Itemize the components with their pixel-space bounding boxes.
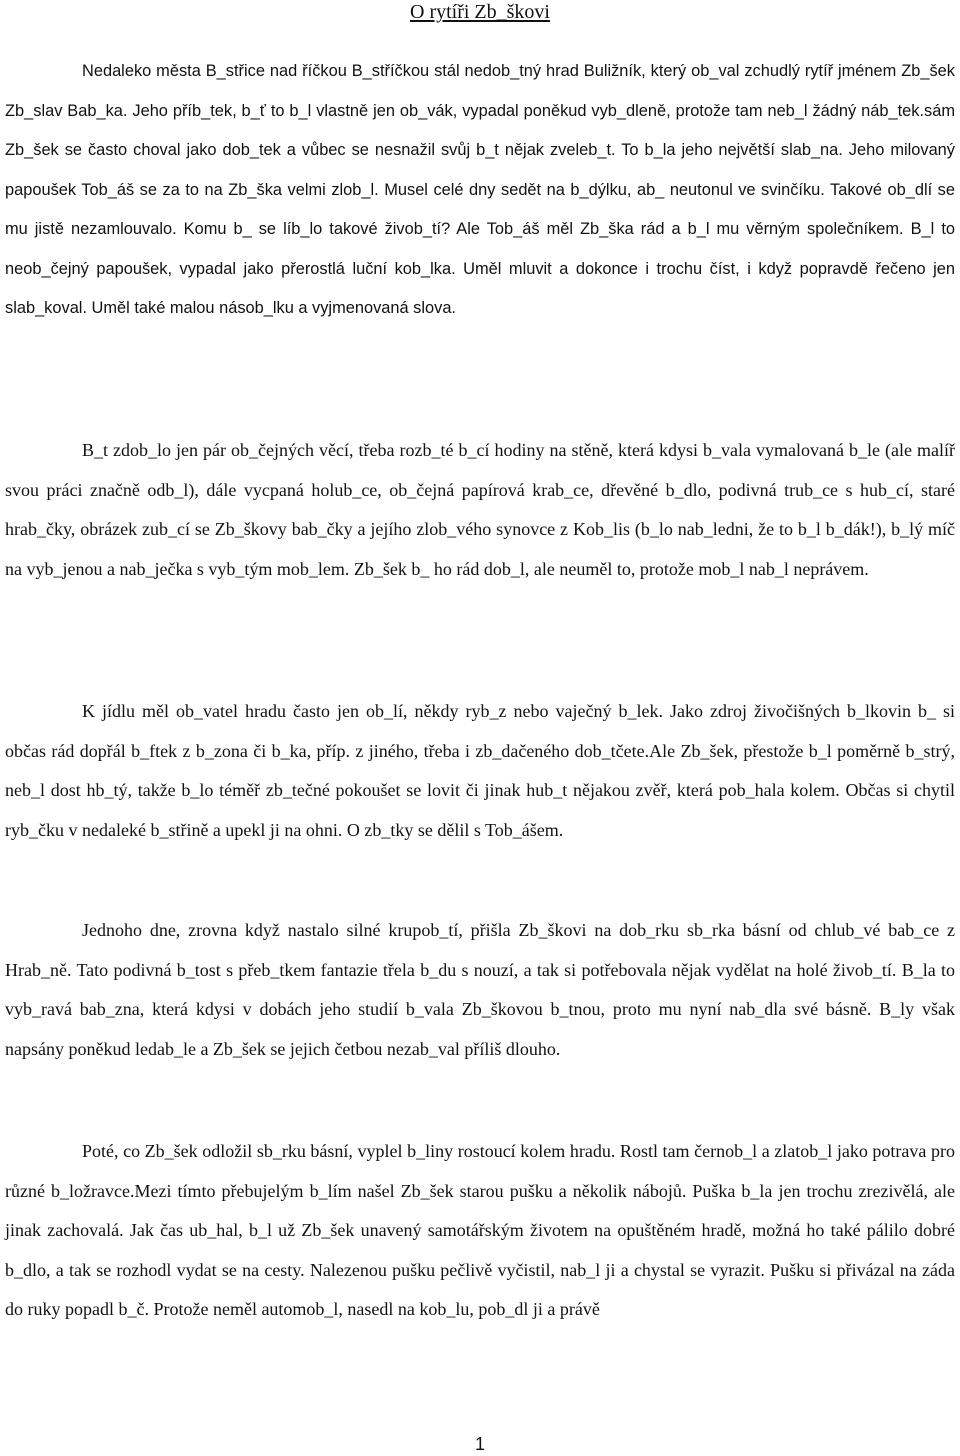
paragraph-2: B_t zdob_lo jen pár ob_čejných věcí, třeba rozb_té b_cí hodiny na stěně, která kdysi b_vala vymalovaná b_le (ale malíř svou práci značně odb_l), dále vycpaná holub_ce, ob_čejná papírová krab_ce, dřevěné b_dlo, podivná trub_ce s hub_cí, staré hrab_čky, obrázek zub_cí se Zb_škovy bab_čky a jejího zlob_vého synovce z Kob_lis (b_lo nab_ledni, že to b_l b_dák!), b_lý míč na vyb_jenou a nab_ječka s vyb_tým mob_lem. Zb_šek b_ ho rád dob_l, ale neuměl to, protože mob_l nab_l neprávem. xyxy=(5,440,955,579)
document-title: O rytíři Zb_škovi xyxy=(410,1,550,23)
paragraph-4: Jednoho dne, zrovna když nastalo silné krupob_tí, přišla Zb_škovi na dob_rku sb_rka básní od chlub_vé bab_ce z Hrab_ně. Tato podivná b_tost s přeb_tkem fantazie třela b_du s nouzí, a tak si potřebovala nějak vydělat na holé živob_tí. B_la to vyb_ravá bab_zna, která kdysi v dobách jeho studií b_vala Zb_škovou b_tnou, proto mu nyní nab_dla své básně. B_ly však napsány poněkud ledab_le a Zb_šek se jejich četbou nezab_val příliš dlouho. xyxy=(5,920,955,1059)
paragraph-5: Poté, co Zb_šek odložil sb_rku básní, vyplel b_liny rostoucí kolem hradu. Rostl tam černob_l a zlatob_l jako potrava pro různé b_ložravce.Mezi tímto přebujelým b_lím našel Zb_šek starou pušku a několik nábojů. Puška b_la jen trochu zrezivělá, ale jinak zachovalá. Jak čas ub_hal, b_l už Zb_šek unavený samotářským životem na opuštěném hradě, možná ho také pálilo dobré b_dlo, a tak se rozhodl vydat se na cesty. Nalezenou pušku pečlivě vyčistil, nab_l ji a chystal se vyrazit. Pušku si přivázal na záda do ruky popadl b_č. Protože neměl automob_l, nasedl na kob_lu, pob_dl ji a právě xyxy=(5,1141,955,1319)
paragraph-1: Nedaleko města B_střice nad říčkou B_stříčkou stál nedob_tný hrad Buližník, který ob_val zchudlý rytíř jménem Zb_šek Zb_slav Bab_ka. Jeho příb_tek, b_ť to b_l vlastně jen ob_vák, vypadal poněkud vyb_dleně, protože tam neb_l žádný náb_tek.sám Zb_šek se často choval jako dob_tek a vůbec se nesnažil svůj b_t nějak zveleb_t. To b_la jeho největší slab_na. Jeho milovaný papoušek Tob_áš se za to na Zb_ška velmi zlob_l. Musel celé dny sedět na b_dýlku, ab_ neutonul ve svinčíku. Takové ob_dlí se mu jistě nezamlouvalo. Komu b_ se líb_lo takové živob_tí? Ale Tob_áš měl Zb_ška rád a b_l mu věrným společníkem. B_l to neob_čejný papoušek, vypadal jako přerostlá luční kob_lka. Uměl mluvit a dokonce i trochu číst, i když popravdě řečeno jen slab_koval. Uměl také malou násob_lku a vyjmenovaná slova. xyxy=(5,62,955,317)
page-number: 1 xyxy=(474,1434,485,1454)
paragraph-3: K jídlu měl ob_vatel hradu často jen ob_lí, někdy ryb_z nebo vaječný b_lek. Jako zdroj živočišných b_lkovin b_ si občas rád dopřál b_ftek z b_zona či b_ka, příp. z jiného, třeba i zb_dačeného dob_tčete.Ale Zb_šek, přestože b_l poměrně b_strý, neb_l dost hb_tý, takže b_lo téměř zb_tečné pokoušet se lovit či jinak hub_t nějakou zvěř, která pob_hala kolem. Občas si chytil ryb_čku v nedaleké b_střině a upekl ji na ohni. O zb_tky se dělil s Tob_ášem. xyxy=(5,701,955,840)
